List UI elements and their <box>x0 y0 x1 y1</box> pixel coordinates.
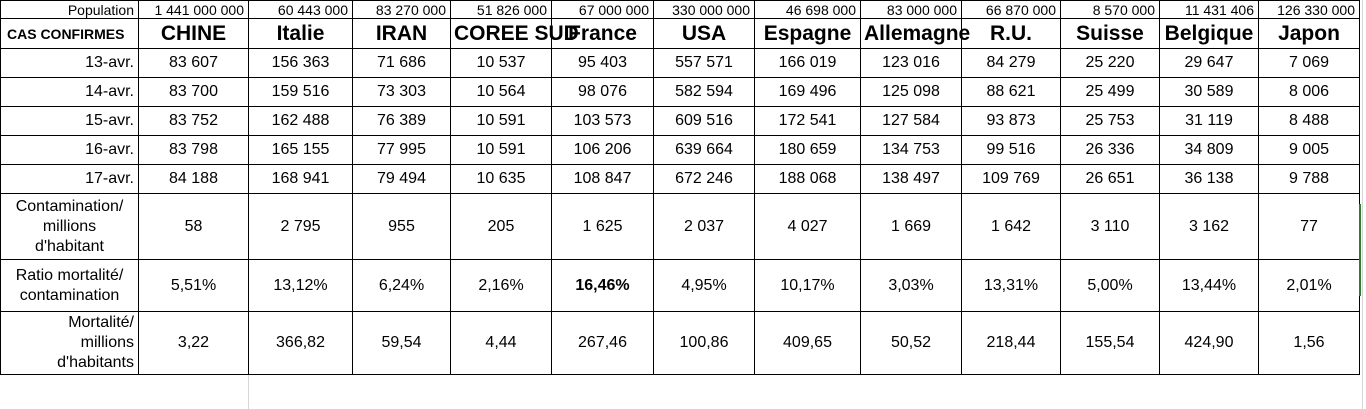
metric-value-cell[interactable]: 6,24% <box>353 260 451 312</box>
metric-value-cell[interactable]: 2,16% <box>451 260 552 312</box>
country-header[interactable]: USA <box>654 19 755 49</box>
metric-value-cell[interactable]: 1 642 <box>962 194 1061 260</box>
metric-value-cell[interactable]: 50,52 <box>861 312 962 375</box>
metric-value-cell[interactable]: 5,00% <box>1061 260 1160 312</box>
selection-edge <box>1359 204 1361 296</box>
value-cell[interactable]: 165 155 <box>249 136 353 165</box>
population-cell[interactable]: 1 441 000 000 <box>139 1 249 19</box>
metric-label-line: Ratio mortalité/ <box>15 266 124 284</box>
value-cell[interactable]: 31 119 <box>1160 107 1259 136</box>
metric-value-cell[interactable]: 13,44% <box>1160 260 1259 312</box>
value-cell[interactable]: 10 635 <box>451 165 552 194</box>
value-cell[interactable]: 99 516 <box>962 136 1061 165</box>
metric-value-cell[interactable]: 3,03% <box>861 260 962 312</box>
value-cell[interactable]: 7 069 <box>1259 49 1360 78</box>
value-cell[interactable]: 123 016 <box>861 49 962 78</box>
date-cell[interactable]: 13-avr. <box>1 49 139 78</box>
value-cell[interactable]: 84 188 <box>139 165 249 194</box>
metric-value-cell[interactable]: 218,44 <box>962 312 1061 375</box>
daily-row <box>1 107 1360 136</box>
metric-label[interactable] <box>1 260 139 312</box>
country-header[interactable]: France <box>552 19 654 49</box>
country-header[interactable]: COREE SUD <box>451 19 552 49</box>
metric-row <box>1 194 1360 260</box>
metric-value-cell[interactable]: 13,12% <box>249 260 353 312</box>
value-cell[interactable]: 95 403 <box>552 49 654 78</box>
country-header[interactable]: R.U. <box>962 19 1061 49</box>
metric-value-cell[interactable]: 3,22 <box>139 312 249 375</box>
value-cell[interactable]: 125 098 <box>861 78 962 107</box>
value-cell[interactable]: 127 584 <box>861 107 962 136</box>
value-cell[interactable]: 168 941 <box>249 165 353 194</box>
value-cell[interactable]: 83 607 <box>139 49 249 78</box>
value-cell[interactable]: 10 591 <box>451 136 552 165</box>
metric-value-cell[interactable]: 59,54 <box>353 312 451 375</box>
metric-value-cell[interactable]: 10,17% <box>755 260 861 312</box>
date-cell[interactable]: 14-avr. <box>1 78 139 107</box>
metric-value-cell[interactable]: 155,54 <box>1061 312 1160 375</box>
value-cell[interactable]: 88 621 <box>962 78 1061 107</box>
population-cell[interactable]: 83 270 000 <box>353 1 451 19</box>
value-cell[interactable]: 83 700 <box>139 78 249 107</box>
metric-value-cell[interactable]: 2 795 <box>249 194 353 260</box>
population-cell[interactable]: 126 330 000 <box>1259 1 1360 19</box>
value-cell[interactable]: 134 753 <box>861 136 962 165</box>
country-header[interactable]: Suisse <box>1061 19 1160 49</box>
value-cell[interactable]: 106 206 <box>552 136 654 165</box>
metric-value-cell[interactable]: 1,56 <box>1259 312 1360 375</box>
metric-value-cell[interactable]: 16,46% <box>552 260 654 312</box>
metric-label-line: d'habitants <box>57 354 134 371</box>
metric-value-cell[interactable]: 3 162 <box>1160 194 1259 260</box>
value-cell[interactable]: 93 873 <box>962 107 1061 136</box>
header-row <box>1 19 1360 49</box>
value-cell[interactable]: 159 516 <box>249 78 353 107</box>
cases-header-label[interactable]: CAS CONFIRMES <box>1 19 139 49</box>
value-cell[interactable]: 169 496 <box>755 78 861 107</box>
date-cell[interactable]: 17-avr. <box>1 165 139 194</box>
country-header[interactable]: IRAN <box>353 19 451 49</box>
metric-value-cell[interactable]: 4,44 <box>451 312 552 375</box>
country-header[interactable]: Allemagne <box>861 19 962 49</box>
value-cell[interactable]: 29 647 <box>1160 49 1259 78</box>
value-cell[interactable]: 71 686 <box>353 49 451 78</box>
metric-value-cell[interactable]: 100,86 <box>654 312 755 375</box>
metric-label-line: contamination <box>19 286 120 304</box>
value-cell[interactable]: 84 279 <box>962 49 1061 78</box>
population-cell[interactable]: 60 443 000 <box>249 1 353 19</box>
value-cell[interactable]: 172 541 <box>755 107 861 136</box>
value-cell[interactable]: 83 798 <box>139 136 249 165</box>
daily-row <box>1 136 1360 165</box>
value-cell[interactable]: 26 336 <box>1061 136 1160 165</box>
value-cell[interactable]: 8 006 <box>1259 78 1360 107</box>
date-cell[interactable]: 15-avr. <box>1 107 139 136</box>
metric-value-cell[interactable]: 1 625 <box>552 194 654 260</box>
daily-row <box>1 165 1360 194</box>
value-cell[interactable]: 582 594 <box>654 78 755 107</box>
value-cell[interactable]: 156 363 <box>249 49 353 78</box>
value-cell[interactable]: 25 220 <box>1061 49 1160 78</box>
metric-label[interactable] <box>1 312 139 375</box>
value-cell[interactable]: 9 005 <box>1259 136 1360 165</box>
metric-value-cell[interactable]: 77 <box>1259 194 1360 260</box>
metric-value-cell[interactable]: 1 669 <box>861 194 962 260</box>
country-header[interactable]: Japon <box>1259 19 1360 49</box>
population-cell[interactable]: 51 826 000 <box>451 1 552 19</box>
value-cell[interactable]: 188 068 <box>755 165 861 194</box>
date-cell[interactable]: 16-avr. <box>1 136 139 165</box>
metric-value-cell[interactable]: 13,31% <box>962 260 1061 312</box>
population-cell[interactable]: 66 870 000 <box>962 1 1061 19</box>
metric-value-cell[interactable]: 409,65 <box>755 312 861 375</box>
metric-value-cell[interactable]: 2 037 <box>654 194 755 260</box>
value-cell[interactable]: 557 571 <box>654 49 755 78</box>
value-cell[interactable]: 10 537 <box>451 49 552 78</box>
metric-label-line: millions <box>80 334 134 351</box>
metric-value-cell[interactable]: 4 027 <box>755 194 861 260</box>
value-cell[interactable]: 10 564 <box>451 78 552 107</box>
metric-value-cell[interactable]: 366,82 <box>249 312 353 375</box>
value-cell[interactable]: 138 497 <box>861 165 962 194</box>
metric-label-line: millions <box>42 217 97 235</box>
value-cell[interactable]: 30 589 <box>1160 78 1259 107</box>
metric-value-cell[interactable]: 2,01% <box>1259 260 1360 312</box>
metric-row <box>1 312 1360 375</box>
value-cell[interactable]: 672 246 <box>654 165 755 194</box>
metric-value-cell[interactable]: 424,90 <box>1160 312 1259 375</box>
population-cell[interactable]: 11 431 406 <box>1160 1 1259 19</box>
value-cell[interactable]: 609 516 <box>654 107 755 136</box>
value-cell[interactable]: 8 488 <box>1259 107 1360 136</box>
daily-row <box>1 49 1360 78</box>
value-cell[interactable]: 25 753 <box>1061 107 1160 136</box>
value-cell[interactable]: 98 076 <box>552 78 654 107</box>
population-cell[interactable]: 46 698 000 <box>755 1 861 19</box>
value-cell[interactable]: 76 389 <box>353 107 451 136</box>
value-cell[interactable]: 79 494 <box>353 165 451 194</box>
metric-value-cell[interactable]: 58 <box>139 194 249 260</box>
value-cell[interactable]: 109 769 <box>962 165 1061 194</box>
metric-label[interactable] <box>1 194 139 260</box>
population-label[interactable]: Population <box>1 1 139 19</box>
metric-value-cell[interactable]: 205 <box>451 194 552 260</box>
value-cell[interactable]: 180 659 <box>755 136 861 165</box>
value-cell[interactable]: 108 847 <box>552 165 654 194</box>
country-header[interactable]: Espagne <box>755 19 861 49</box>
metric-label-line: Mortalité/ <box>68 314 134 331</box>
population-cell[interactable]: 330 000 000 <box>654 1 755 19</box>
value-cell[interactable]: 162 488 <box>249 107 353 136</box>
metric-value-cell[interactable]: 3 110 <box>1061 194 1160 260</box>
column-gridline <box>1362 0 1363 409</box>
value-cell[interactable]: 10 591 <box>451 107 552 136</box>
value-cell[interactable]: 73 303 <box>353 78 451 107</box>
country-header[interactable]: Belgique <box>1160 19 1259 49</box>
country-header[interactable]: Italie <box>249 19 353 49</box>
value-cell[interactable]: 34 809 <box>1160 136 1259 165</box>
value-cell[interactable]: 77 995 <box>353 136 451 165</box>
value-cell[interactable]: 83 752 <box>139 107 249 136</box>
metric-value-cell[interactable]: 955 <box>353 194 451 260</box>
value-cell[interactable]: 36 138 <box>1160 165 1259 194</box>
metric-row <box>1 260 1360 312</box>
population-cell[interactable]: 67 000 000 <box>552 1 654 19</box>
metric-label-line: Contamination/ <box>15 197 124 215</box>
value-cell[interactable]: 166 019 <box>755 49 861 78</box>
daily-row <box>1 78 1360 107</box>
population-row <box>1 1 1360 19</box>
value-cell[interactable]: 103 573 <box>552 107 654 136</box>
population-cell[interactable]: 8 570 000 <box>1061 1 1160 19</box>
metric-value-cell[interactable]: 4,95% <box>654 260 755 312</box>
metric-label-line: d'habitant <box>35 237 104 255</box>
value-cell[interactable]: 639 664 <box>654 136 755 165</box>
metric-value-cell[interactable]: 5,51% <box>139 260 249 312</box>
country-header[interactable]: CHINE <box>139 19 249 49</box>
value-cell[interactable]: 25 499 <box>1061 78 1160 107</box>
value-cell[interactable]: 9 788 <box>1259 165 1360 194</box>
metric-value-cell[interactable]: 267,46 <box>552 312 654 375</box>
value-cell[interactable]: 26 651 <box>1061 165 1160 194</box>
population-cell[interactable]: 83 000 000 <box>861 1 962 19</box>
